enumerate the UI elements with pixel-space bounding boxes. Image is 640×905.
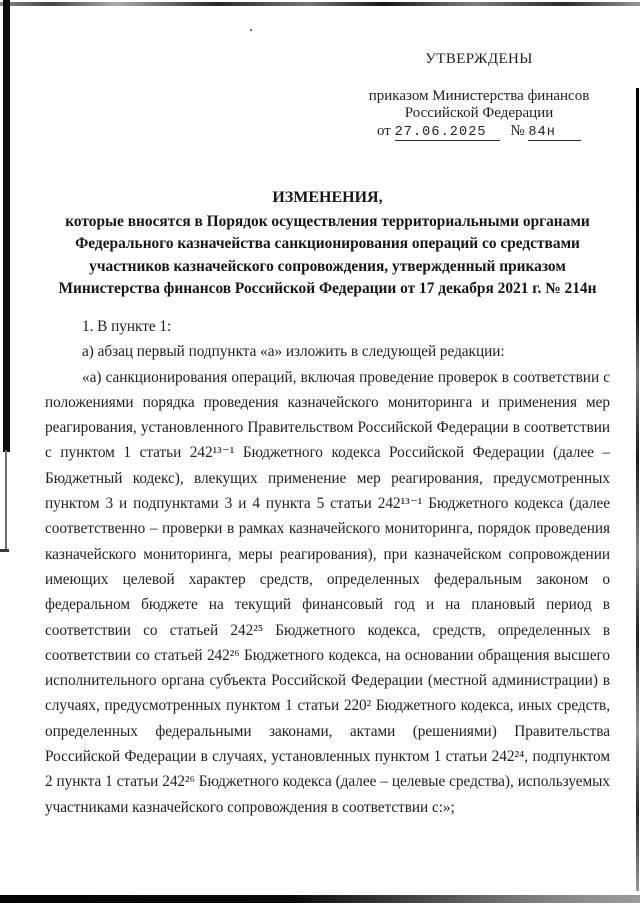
scan-artifact-left-bar [3, 0, 10, 452]
approval-block [358, 51, 600, 141]
scan-artifact-speck [250, 29, 252, 31]
scan-artifact-right-line [636, 88, 639, 891]
document-body [45, 314, 610, 820]
approval-order-line2: Российской Федерации [404, 105, 554, 121]
scan-artifact-bottom-edge [0, 895, 640, 903]
order-date-value: 27.06.2025 [395, 125, 500, 141]
number-sign-label: № [510, 122, 525, 139]
approval-order-line1: приказом Министерства финансов [368, 87, 590, 104]
date-prefix-label: от [376, 122, 391, 139]
body-paragraph-2: а) абзац первый подпункта «а» изложить в следующей редакции: [82, 343, 505, 361]
scan-artifact-left-dash [0, 549, 9, 552]
body-paragraph-3: «а) санкционирования операций, включая проведение проверок в соответствии с положениями порядка проведения казначейского мониторинга и применения мер реагирования, установленного Правительством Российской Федерации в соответствии с пунктом 1 статьи 242¹³⁻¹ Бюджетного кодекса Российской Федерации (далее – Бюджетный кодекс), влекущих применение мер реагирования, предусмотренных пунктом 3 и подпунктами 3 и 4 пункта 5 статьи 242¹³⁻¹ Бюджетного кодекса (далее соответственно – проверки в рамках казначейского мониторинга, порядок проведения казначейского мониторинга, меры реагирования), при казначейском сопровождении имеющих целевой характер средств, определенных федеральным законом о федеральном бюджете на текущий финансовый год и на плановый период в соответствии со статьей 242²⁵ Бюджетного кодекса, средств, определенных в соответствии со статьей 242²⁶ Бюджетного кодекса, на основании обращения высшего исполнительного органа субъекта Российской Федерации (местной администрации) в случаях, предусмотренных пунктом 1 статьи 220² Бюджетного кодекса, иных средств, определенных федеральными законами, актами (решениями) Правительства Российской Федерации в случаях, установленных пунктом 1 статьи 242²⁴, подпунктом 2 пункта 1 статьи 242²⁶ Бюджетного кодекса (далее – целевые средства), используемых участниками казначейского сопровождения в соответствии с:»; [45, 368, 610, 816]
body-paragraph-1: 1. В пункте 1: [82, 318, 172, 335]
scan-artifact-top-edge [0, 2, 640, 6]
document-title-subtitle: которые вносятся в Порядок осуществления территориальными органами Федерального казначейства санкционирования операций со средствами участников казначейского сопровождения, утвержденный приказом Министерства финансов Российской Федерации от 17 декабря 2021 г. № 214н [58, 213, 597, 297]
approval-status-label: УТВЕРЖДЕНЫ [425, 51, 533, 67]
approval-date-number-line [358, 123, 600, 141]
scan-artifact-left-thin-line [5, 450, 7, 550]
document-title-heading: ИЗМЕНЕНИЯ, [272, 189, 383, 206]
document-title-block [45, 188, 610, 300]
order-number-value: 84н [528, 125, 581, 141]
